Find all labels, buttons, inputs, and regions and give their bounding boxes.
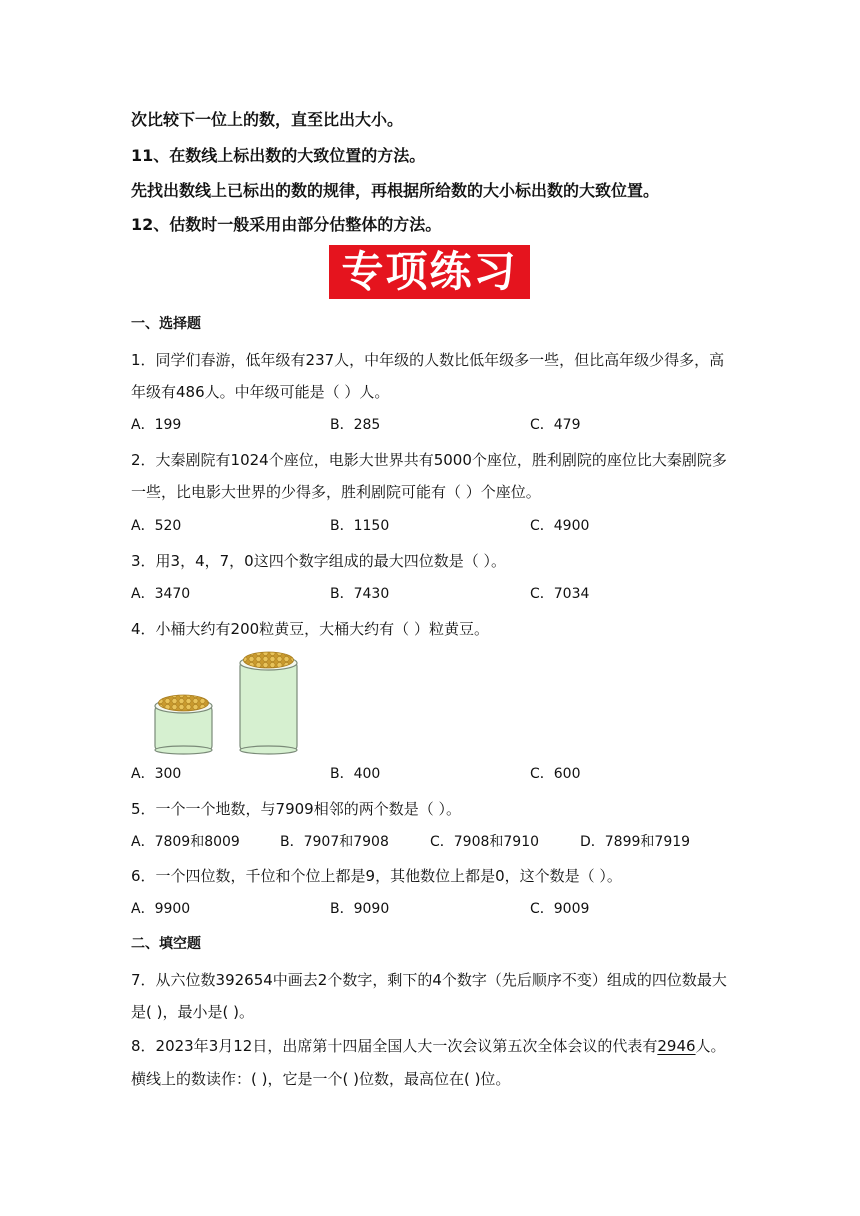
q2-option-c: C．4900: [530, 518, 590, 534]
q5-option-b: B．7907和7908: [280, 834, 389, 850]
q2-line-1: 2．大秦剧院有1024个座位，电影大世界共有5000个座位，胜利剧院的座位比大秦剧院多: [131, 451, 727, 469]
q6-option-c: C．9009: [530, 901, 590, 917]
q1-option-b: B．285: [330, 417, 381, 433]
q2-option-a: A．520: [131, 518, 182, 534]
q3-option-c: C．7034: [530, 586, 590, 602]
q5-option-a: A．7809和8009: [131, 834, 240, 850]
q1-option-c: C．479: [530, 417, 581, 433]
section-fill-title: 二、填空题: [131, 936, 201, 952]
practice-banner: [329, 245, 530, 299]
q6-option-a: A．9900: [131, 901, 191, 917]
q4-option-c: C．600: [530, 766, 581, 782]
q5-option-d: D．7899和7919: [580, 834, 691, 850]
q3-line-1: 3．用3，4，7，0这四个数字组成的最大四位数是（ ）。: [131, 552, 506, 570]
q3-option-b: B．7430: [330, 586, 390, 602]
q8-line-2: 横线上的数读作：( )，它是一个( )位数，最高位在( )位。: [131, 1070, 511, 1088]
q6-line-1: 6．一个四位数，千位和个位上都是9，其他数位上都是0，这个数是（ ）。: [131, 867, 622, 885]
big-bucket-icon: [240, 652, 297, 754]
section-choice-title: 一、选择题: [131, 316, 201, 332]
intro-line-4: 12、估数时一般采用由部分估整体的方法。: [131, 215, 442, 234]
q1-line-2: 年级有486人。中年级可能是（ ）人。: [131, 383, 390, 401]
q3-option-a: A．3470: [131, 586, 191, 602]
q8-line-1-post: 人。: [695, 1037, 726, 1055]
intro-line-1: 次比较下一位上的数，直至比出大小。: [131, 110, 404, 129]
bucket-illustration: [150, 650, 310, 760]
q2-option-b: B．1150: [330, 518, 390, 534]
q7-line-2: 是( )，最小是( )。: [131, 1003, 254, 1021]
q8-line-1: [131, 1036, 726, 1056]
intro-line-3: 先找出数线上已标出的数的规律，再根据所给数的大小标出数的大致位置。: [131, 181, 660, 200]
q4-line-1: 4．小桶大约有200粒黄豆，大桶大约有（ ）粒黄豆。: [131, 620, 489, 638]
small-bucket-icon: [155, 695, 212, 754]
q1-line-1: 1．同学们春游，低年级有237人，中年级的人数比低年级多一些，但比高年级少得多，高: [131, 351, 725, 369]
q4-option-b: B．400: [330, 766, 381, 782]
q6-option-b: B．9090: [330, 901, 390, 917]
q5-option-c: C．7908和7910: [430, 834, 540, 850]
q8-underlined-number: 2946: [657, 1037, 696, 1055]
q5-line-1: 5．一个一个地数，与7909相邻的两个数是（ ）。: [131, 800, 461, 818]
q2-line-2: 一些，比电影大世界的少得多，胜利剧院可能有（ ）个座位。: [131, 483, 541, 501]
q1-option-a: A．199: [131, 417, 182, 433]
q4-option-a: A．300: [131, 766, 182, 782]
intro-line-2: 11、在数线上标出数的大致位置的方法。: [131, 146, 426, 165]
practice-banner-text: 专项练习: [341, 247, 518, 296]
q7-line-1: 7．从六位数392654中画去2个数字，剩下的4个数字（先后顺序不变）组成的四位数最大: [131, 971, 727, 989]
q8-line-1-pre: 8．2023年3月12日，出席第十四届全国人大一次会议第五次全体会议的代表有: [131, 1037, 658, 1055]
